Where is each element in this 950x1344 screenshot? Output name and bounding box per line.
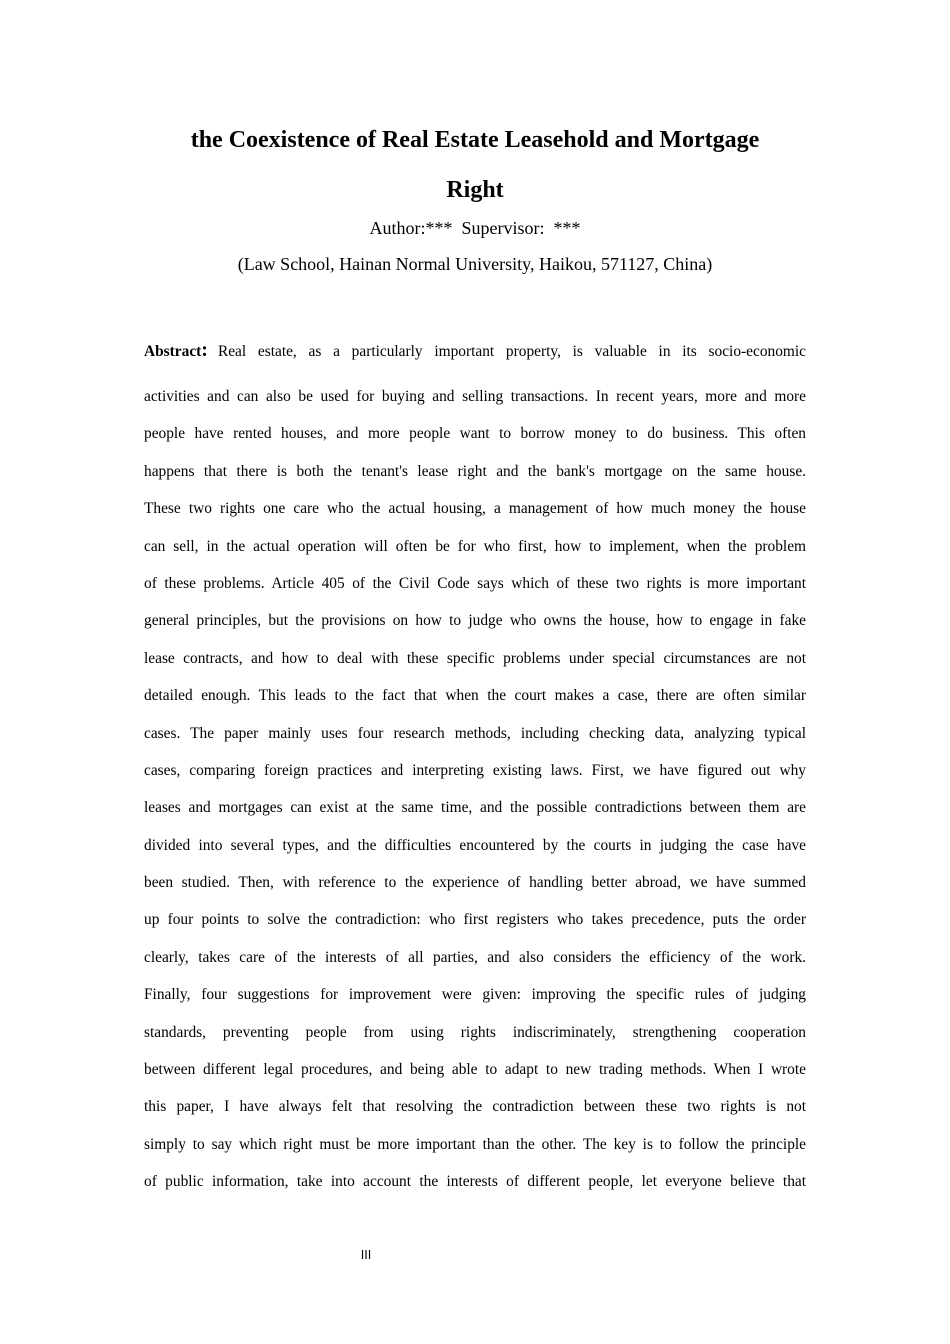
- abstract-line: general principles, but the provisions on how to judge who owns the house, how to engage in fake: [144, 612, 806, 630]
- abstract-line: These two rights one care who the actual housing, a management of how much money the house: [144, 500, 806, 518]
- abstract-line: cases, comparing foreign practices and interpreting existing laws. First, we have figured out why: [144, 761, 806, 779]
- abstract-section: [144, 340, 806, 1210]
- abstract-line: [144, 340, 806, 387]
- abstract-line: been studied. Then, with reference to the experience of handling better abroad, we have summed: [144, 874, 806, 892]
- author-supervisor-line: Author:*** Supervisor: ***: [369, 218, 581, 238]
- abstract-line-text: Real estate, as a particularly important property, is valuable in its socio-economic: [217, 343, 806, 360]
- abstract-line: of these problems. Article 405 of the Civil Code says which of these two rights is more important: [144, 574, 806, 592]
- abstract-line: standards, preventing people from using rights indiscriminately, strengthening cooperation: [144, 1023, 806, 1041]
- abstract-line: activities and can also be used for buying and selling transactions. In recent years, more and more: [144, 388, 806, 405]
- abstract-line: clearly, takes care of the interests of all parties, and also considers the efficiency of the work.: [144, 948, 806, 966]
- abstract-line: this paper, I have always felt that resolving the contradiction between these two rights is not: [144, 1098, 806, 1116]
- abstract-line: can sell, in the actual operation will often be for who first, how to implement, when the problem: [144, 537, 806, 555]
- abstract-line: of public information, take into account the interests of different people, let everyone believe that: [144, 1173, 806, 1191]
- abstract-line: divided into several types, and the difficulties encountered by the courts in judging the case have: [144, 836, 806, 854]
- abstract-line: people have rented houses, and more people want to borrow money to do business. This often: [144, 425, 806, 443]
- abstract-line: between different legal procedures, and being able to adapt to new trading methods. When I wrote: [144, 1061, 806, 1079]
- title-line-1: the Coexistence of Real Estate Leasehold and Mortgage: [190, 127, 760, 153]
- abstract-line: simply to say which right must be more important than the other. The key is to follow the principle: [144, 1135, 806, 1153]
- abstract-line: happens that there is both the tenant's lease right and the bank's mortgage on the same house.: [144, 462, 806, 480]
- abstract-line: up four points to solve the contradiction: who first registers who takes precedence, puts the order: [144, 911, 806, 929]
- abstract-line: lease contracts, and how to deal with these specific problems under special circumstances are not: [144, 649, 806, 667]
- abstract-label: Abstract: [144, 343, 202, 360]
- page-number: III: [360, 1248, 372, 1262]
- affiliation-line: (Law School, Hainan Normal University, Haikou, 571127, China): [237, 254, 713, 274]
- abstract-line: Finally, four suggestions for improvement were given: improving the specific rules of judging: [144, 986, 806, 1004]
- abstract-line: leases and mortgages can exist at the same time, and the possible contradictions between them are: [144, 799, 806, 817]
- abstract-line: detailed enough. This leads to the fact that when the court makes a case, there are often similar: [144, 687, 806, 705]
- abstract-line: cases. The paper mainly uses four research methods, including checking data, analyzing typical: [144, 724, 806, 742]
- abstract-colon: :: [201, 339, 208, 361]
- title-line-2: Right: [446, 177, 504, 203]
